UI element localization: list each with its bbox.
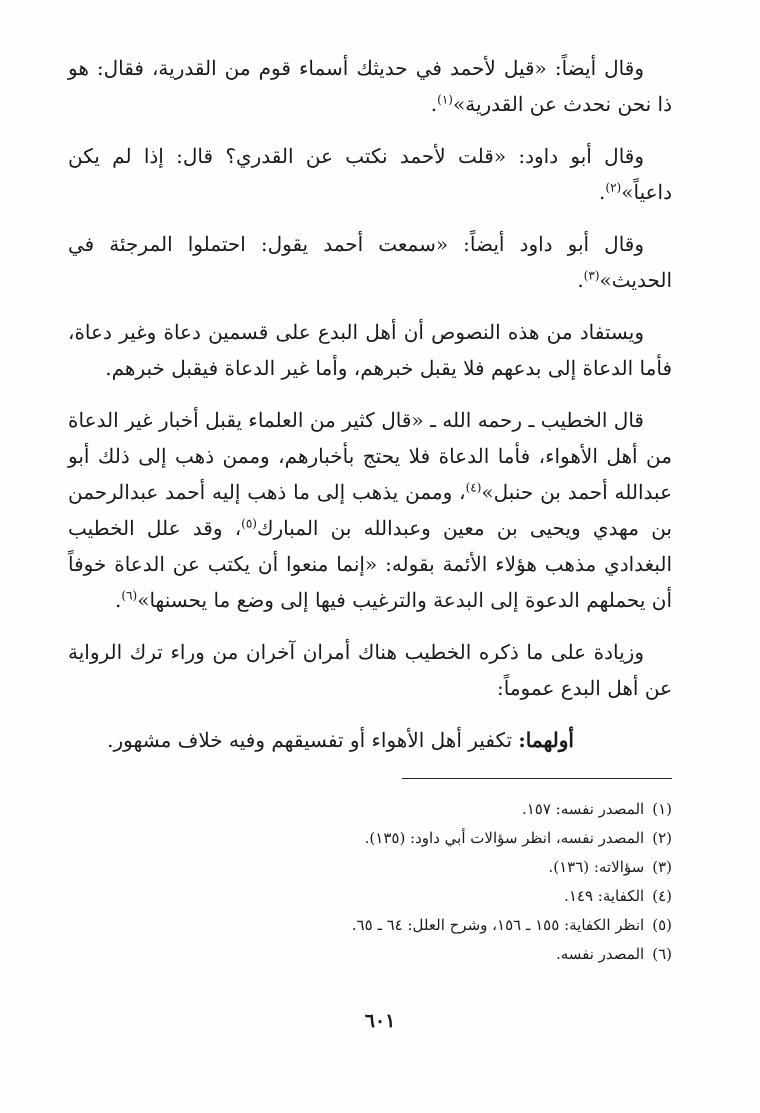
page-number: ٦٠١: [364, 1010, 396, 1032]
footnote-divider: [402, 778, 672, 779]
extra-paragraph-text: وزيادة على ما ذكره الخطيب هناك أمران آخران من وراء ترك الرواية عن أهل البدع عموماً:: [68, 640, 672, 700]
footnote-ref-4[interactable]: (٤): [465, 480, 482, 495]
paragraph-text: ويستفاد من هذه النصوص أن أهل البدع على قسمين دعاة وغير دعاة، فأما الدعاة إلى بدعهم فلا يقبل خبرهم، وأما غير الدعاة فيقبل خبرهم.: [68, 320, 672, 380]
paragraph-additional-reasons: [68, 634, 672, 706]
paragraph-abu-dawud-qadari: [68, 138, 672, 210]
footnote-text: سؤالاته: (١٣٦).: [548, 858, 645, 876]
paragraph-khatib: [68, 402, 672, 618]
khatib-text-2: ، وممن يذهب إلى ما ذهب إليه أحمد عبدالرحمن بن مهدي ويحيى بن معين وعبدالله بن المبارك: [68, 480, 672, 540]
khatib-tail: .: [115, 588, 122, 612]
footnotes: [68, 795, 672, 969]
footnote-text: المصدر نفسه، انظر سؤالات أبي داود: (١٣٥).: [364, 829, 645, 847]
footnote-number: (٥): [652, 916, 672, 934]
footnote-item: [68, 882, 672, 911]
paragraph-text: وقال أيضاً: «قيل لأحمد في حديثك أسماء قوم من القدرية، فقال: هو ذا نحن نحدث عن القدرية»: [68, 56, 672, 116]
paragraph-conclusion: [68, 314, 672, 386]
footnote-text: المصدر نفسه.: [555, 945, 645, 963]
paragraph-text: وقال أبو داود: «قلت لأحمد نكتب عن القدري؟ قال: إذا لم يكن داعياً»: [68, 144, 672, 204]
footnote-item: [68, 853, 672, 882]
footnote-number: (٤): [652, 887, 672, 905]
paragraph-tail: .: [577, 268, 584, 292]
footnote-ref-6[interactable]: (٦): [121, 588, 138, 603]
paragraph-ahmad-qadariyya: [68, 50, 672, 122]
khatib-text-1: قال الخطيب ـ رحمه الله ـ «قال كثير من العلماء يقبل أخبار غير الدعاة من أهل الأهواء، فأما الدعاة فلا يحتج بأخبارهم، وممن ذهب إلى ذلك أبو عبدالله أحمد بن حنبل»: [68, 408, 673, 504]
footnote-ref-2[interactable]: (٢): [605, 180, 622, 195]
footnote-item: [68, 911, 672, 940]
footnote-item: [68, 940, 672, 969]
first-point-text: تكفير أهل الأهواء أو تفسيقهم وفيه خلاف مشهور.: [107, 728, 513, 752]
first-point: [68, 722, 672, 758]
footnote-number: (٣): [652, 858, 672, 876]
paragraph-tail: .: [599, 180, 606, 204]
footnote-number: (٢): [652, 829, 672, 847]
paragraph-tail: .: [430, 92, 438, 116]
footnote-text: الكفاية: ١٤٩.: [564, 887, 645, 905]
footnote-ref-1[interactable]: (١): [437, 92, 453, 107]
footnote-ref-5[interactable]: (٥): [241, 516, 257, 531]
paragraph-abu-dawud-murjia: [68, 226, 672, 298]
footnote-number: (١): [652, 800, 672, 818]
footnote-item: [68, 795, 672, 824]
first-point-label: أولهما:: [518, 728, 574, 752]
khatib-text-3: ، وقد علل الخطيب البغدادي مذهب هؤلاء الأئمة بقوله: «إنما منعوا أن يكتب عن الدعاة خوفاً أن يحملهم الدعوة إلى البدعة والترغيب فيها إلى وضع ما يحسنها»: [68, 516, 672, 612]
footnote-item: [68, 824, 672, 853]
footnote-number: (٦): [652, 945, 672, 963]
footnote-text: المصدر نفسه: ١٥٧.: [521, 800, 645, 818]
footnote-text: انظر الكفاية: ١٥٥ ـ ١٥٦، وشرح العلل: ٦٤ ـ ٦٥.: [351, 916, 645, 934]
footnote-ref-3[interactable]: (٣): [583, 268, 600, 283]
paragraph-text: وقال أبو داود أيضاً: «سمعت أحمد يقول: احتملوا المرجئة في الحديث»: [68, 232, 672, 292]
